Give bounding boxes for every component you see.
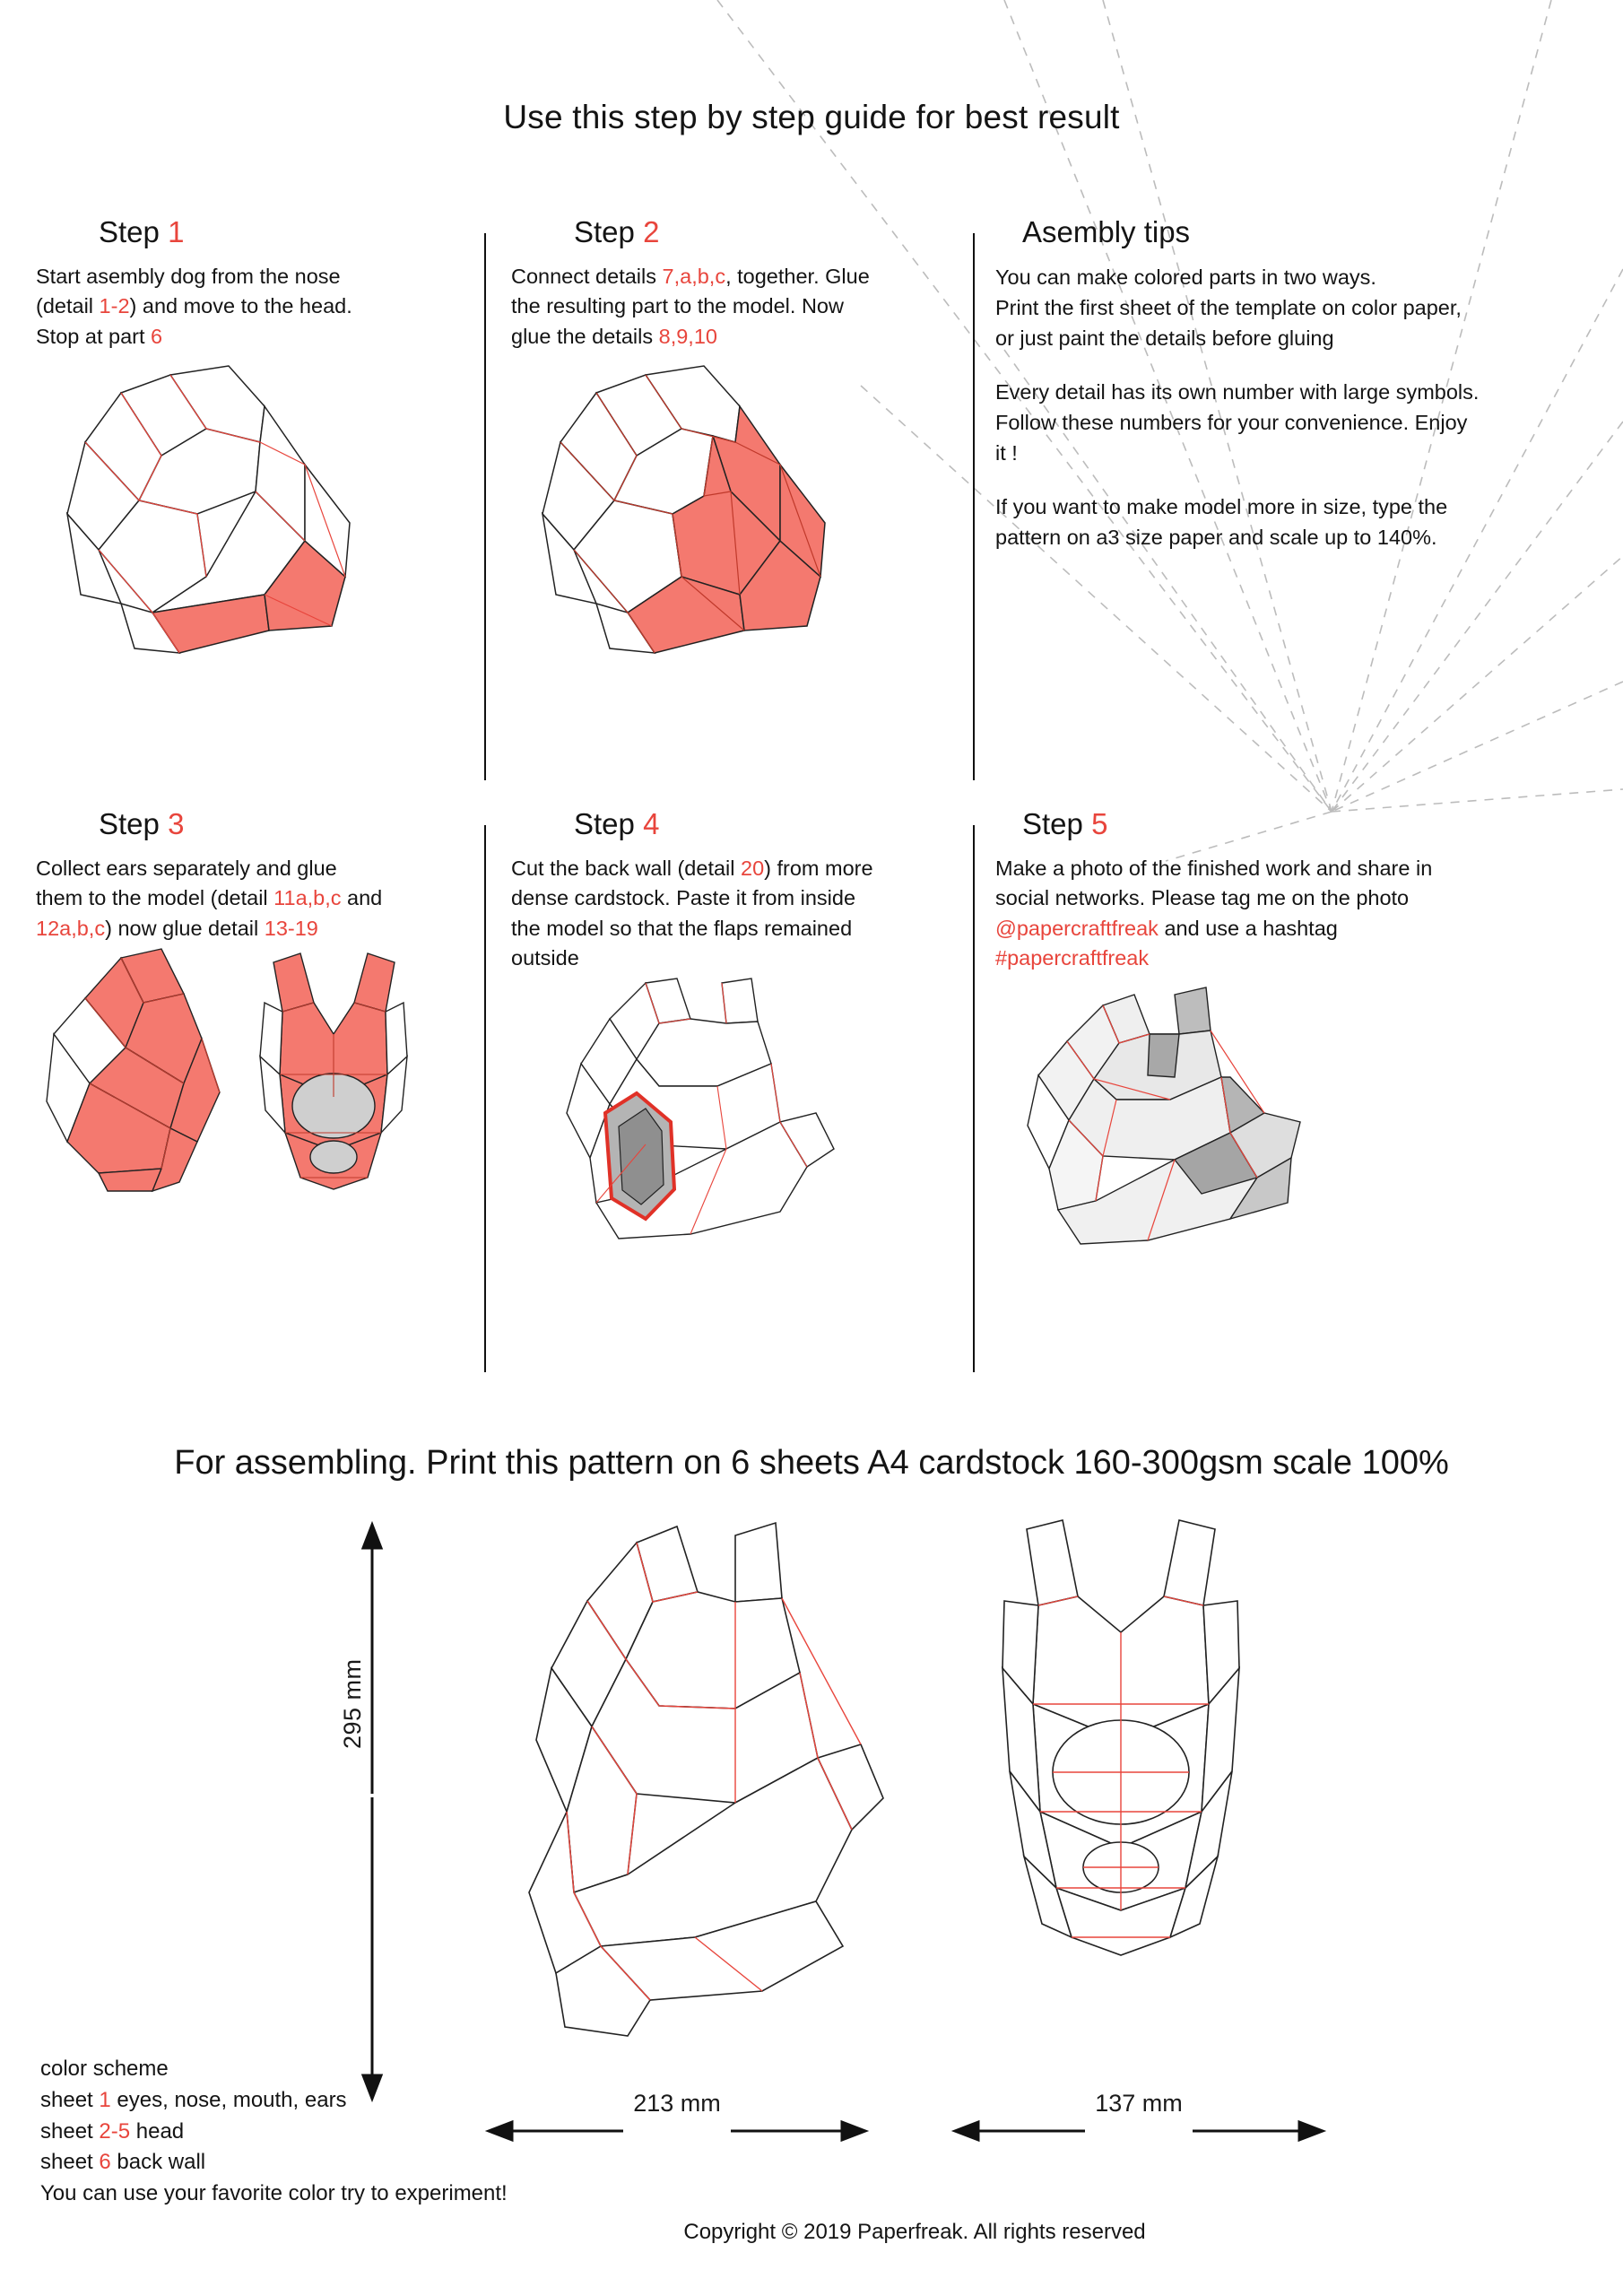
color-scheme-line-2 xyxy=(40,2117,508,2148)
step-4-label: Step xyxy=(574,807,635,840)
step-5-illustration xyxy=(995,978,1587,1248)
step-4-heading xyxy=(511,807,977,841)
color-scheme-heading: color scheme xyxy=(40,2057,169,2081)
step-4-line-1c: ) from more xyxy=(764,857,873,880)
step-4-detail-20: 20 xyxy=(741,857,765,880)
step-5-column xyxy=(995,807,1587,1399)
copyright-text: Copyright © 2019 Paperfreak. All rights reserved xyxy=(683,2220,1146,2244)
step-1-body xyxy=(36,262,493,352)
step-4-line-4: outside xyxy=(511,946,579,970)
step-3-illustration xyxy=(36,949,493,1200)
tips-p1-line-1: You can make colored parts in two ways. xyxy=(995,265,1376,289)
step-3-label: Step xyxy=(99,807,160,840)
step-1-number: 1 xyxy=(168,215,185,248)
assembly-tips-heading: Asembly tips xyxy=(1022,215,1191,248)
copyright-line xyxy=(0,2220,1623,2245)
assembly-tips-body xyxy=(995,262,1587,553)
color-scheme-block xyxy=(40,2054,508,2210)
height-dimension-label: 295 mm xyxy=(339,1658,366,1749)
step-2-line-1a: Connect details xyxy=(511,265,663,288)
step-1-line-2a: (detail xyxy=(36,294,100,318)
sheet-desc-1: eyes, nose, mouth, ears xyxy=(110,2087,347,2112)
sheet-number-1: 1 xyxy=(99,2087,111,2112)
front-width-label: 137 mm xyxy=(1095,2090,1183,2117)
assembly-tips-column xyxy=(995,215,1587,807)
step-3-line-2c: and xyxy=(341,886,383,910)
step-2-illustration xyxy=(511,357,977,671)
step-3-line-1: Collect ears separately and glue xyxy=(36,857,337,880)
step-1-line-2c: ) and move to the head. xyxy=(129,294,352,318)
step-2-line-2: the resulting part to the model. Now xyxy=(511,294,844,318)
step-5-line-3b: and use a hashtag xyxy=(1158,916,1338,940)
step-5-number: 5 xyxy=(1091,807,1108,840)
tips-paragraph-2 xyxy=(995,377,1587,468)
color-scheme-footer: You can use your favorite color try to experiment! xyxy=(40,2181,508,2206)
step-2-label: Step xyxy=(574,215,635,248)
steps-row-2 xyxy=(0,807,1623,1399)
side-width-label: 213 mm xyxy=(633,2090,721,2117)
step-2-line-1c: , together. Glue xyxy=(725,265,870,288)
sheet-desc-3: back wall xyxy=(110,2150,206,2175)
step-5-line-2: social networks. Please tag me on the photo xyxy=(995,886,1410,910)
step-3-detail-11: 11a,b,c xyxy=(273,886,342,910)
sheet-label-2: sheet xyxy=(40,2118,100,2144)
step-4-column xyxy=(511,807,977,1399)
steps-container xyxy=(0,215,1623,1399)
tips-p3-line-2: pattern on a3 size paper and scale up to 140%. xyxy=(995,526,1437,550)
step-5-body xyxy=(995,854,1587,973)
page-title: Use this step by step guide for best result xyxy=(503,99,1120,135)
step-1-illustration xyxy=(36,357,493,671)
tips-p2-line-3: it ! xyxy=(995,441,1018,465)
step-5-label: Step xyxy=(1022,807,1083,840)
sheet-number-3: 6 xyxy=(99,2150,111,2175)
step-3-line-3b: ) now glue detail xyxy=(105,916,265,940)
tips-p1-line-3: or just paint the details before gluing xyxy=(995,326,1334,351)
step-3-body xyxy=(36,854,493,944)
sheet-desc-2: head xyxy=(130,2118,185,2144)
front-width-dimension xyxy=(955,2090,1323,2143)
step-2-heading xyxy=(511,215,977,249)
step-3-number: 3 xyxy=(168,807,185,840)
step-5-heading xyxy=(995,807,1587,841)
tips-p3-line-1: If you want to make model more in size, type the xyxy=(995,495,1448,519)
step-5-line-1: Make a photo of the finished work and share in xyxy=(995,857,1433,880)
step-4-number: 4 xyxy=(643,807,660,840)
social-handle[interactable]: @papercraftfreak xyxy=(995,916,1159,940)
step-4-body xyxy=(511,854,977,973)
step-2-details-8910: 8,9,10 xyxy=(658,324,717,348)
color-scheme-line-1 xyxy=(40,2085,508,2117)
step-1-detail-range: 1-2 xyxy=(99,294,130,318)
step-1-line-1: Start asembly dog from the nose xyxy=(36,265,341,288)
sheet-number-2: 2-5 xyxy=(99,2118,131,2144)
step-1-heading xyxy=(36,215,493,249)
social-hashtag[interactable]: #papercraftfreak xyxy=(995,946,1150,970)
step-4-line-2: dense cardstock. Paste it from inside xyxy=(511,886,856,910)
step-2-body xyxy=(511,262,977,352)
step-2-details-7abc: 7,a,b,c xyxy=(662,265,726,288)
tips-paragraph-3 xyxy=(995,491,1587,552)
assembly-print-note: For assembling. Print this pattern on 6 sheets A4 cardstock 160-300gsm scale 100% xyxy=(174,1444,1449,1482)
step-4-illustration xyxy=(511,978,977,1248)
step-3-heading xyxy=(36,807,493,841)
sheet-label-3: sheet xyxy=(40,2150,100,2175)
tips-p1-line-2: Print the first sheet of the template on color paper, xyxy=(995,296,1462,320)
step-2-column xyxy=(511,215,977,807)
tips-p2-line-1: Every detail has its own number with large symbols. xyxy=(995,380,1480,404)
step-1-label: Step xyxy=(99,215,160,248)
step-3-column xyxy=(36,807,493,1399)
step-2-line-3a: glue the details xyxy=(511,324,659,348)
sheet-label-1: sheet xyxy=(40,2087,100,2112)
step-2-number: 2 xyxy=(643,215,660,248)
side-width-dimension xyxy=(489,2090,865,2143)
step-3-detail-12: 12a,b,c xyxy=(36,916,106,940)
step-4-line-1a: Cut the back wall (detail xyxy=(511,857,742,880)
step-3-detail-13-19: 13-19 xyxy=(264,916,318,940)
step-1-column xyxy=(36,215,493,807)
step-1-line-3a: Stop at part xyxy=(36,324,152,348)
step-4-line-3: the model so that the flaps remained xyxy=(511,916,853,940)
color-scheme-line-3 xyxy=(40,2147,508,2179)
step-1-stop-part: 6 xyxy=(151,324,163,348)
tips-p2-line-2: Follow these numbers for your convenience. Enjoy xyxy=(995,411,1468,435)
steps-row-1 xyxy=(0,215,1623,807)
tips-paragraph-1 xyxy=(995,262,1587,353)
step-3-line-2a: them to the model (detail xyxy=(36,886,274,910)
